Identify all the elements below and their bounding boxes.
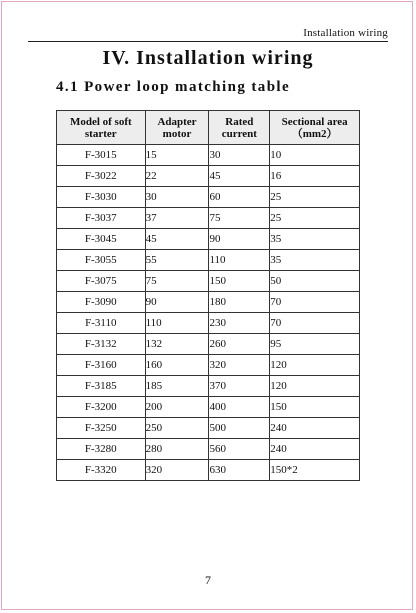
cell-current: 150 [209, 271, 270, 292]
cell-model: F-3015 [57, 145, 146, 166]
cell-motor: 132 [145, 334, 209, 355]
cell-current: 560 [209, 439, 270, 460]
cell-current: 90 [209, 229, 270, 250]
cell-current: 230 [209, 313, 270, 334]
table-header-row [57, 111, 360, 145]
header-motor-line2: motor [162, 127, 192, 140]
cell-area: 50 [270, 271, 360, 292]
cell-motor: 55 [145, 250, 209, 271]
table-row [57, 208, 360, 229]
cell-current: 260 [209, 334, 270, 355]
cell-motor: 37 [145, 208, 209, 229]
cell-current: 45 [209, 166, 270, 187]
header-area [270, 111, 360, 145]
table-row [57, 313, 360, 334]
header-current [209, 111, 270, 145]
power-loop-matching-table [56, 110, 360, 481]
table-row [57, 271, 360, 292]
header-current-line1: Rated [225, 115, 254, 128]
header-current-line2: current [221, 127, 257, 140]
cell-current: 60 [209, 187, 270, 208]
table-row [57, 145, 360, 166]
cell-model: F-3280 [57, 439, 146, 460]
cell-area: 240 [270, 418, 360, 439]
cell-model: F-3055 [57, 250, 146, 271]
table-row [57, 376, 360, 397]
cell-current: 630 [209, 460, 270, 481]
running-header: Installation wiring [303, 27, 388, 39]
header-area-line2: （mm2） [291, 127, 338, 140]
header-model [57, 111, 146, 145]
header-model-line2: starter [84, 127, 117, 140]
cell-model: F-3160 [57, 355, 146, 376]
cell-current: 500 [209, 418, 270, 439]
cell-area: 25 [270, 208, 360, 229]
cell-area: 150 [270, 397, 360, 418]
cell-motor: 45 [145, 229, 209, 250]
header-motor [145, 111, 209, 145]
cell-area: 70 [270, 292, 360, 313]
cell-area: 35 [270, 229, 360, 250]
cell-area: 120 [270, 376, 360, 397]
cell-model: F-3132 [57, 334, 146, 355]
cell-motor: 320 [145, 460, 209, 481]
cell-model: F-3200 [57, 397, 146, 418]
table-row [57, 334, 360, 355]
cell-area: 35 [270, 250, 360, 271]
cell-area: 95 [270, 334, 360, 355]
cell-model: F-3030 [57, 187, 146, 208]
header-model-line1: Model of soft [69, 115, 132, 128]
cell-current: 400 [209, 397, 270, 418]
cell-area: 16 [270, 166, 360, 187]
cell-motor: 22 [145, 166, 209, 187]
cell-model: F-3185 [57, 376, 146, 397]
cell-model: F-3022 [57, 166, 146, 187]
cell-model: F-3075 [57, 271, 146, 292]
cell-motor: 280 [145, 439, 209, 460]
cell-area: 120 [270, 355, 360, 376]
header-rule [28, 41, 388, 42]
table-row [57, 250, 360, 271]
table-row [57, 418, 360, 439]
cell-model: F-3090 [57, 292, 146, 313]
table-row [57, 355, 360, 376]
cell-motor: 30 [145, 187, 209, 208]
table-row [57, 397, 360, 418]
table-row [57, 166, 360, 187]
table-row [57, 292, 360, 313]
cell-motor: 15 [145, 145, 209, 166]
cell-motor: 160 [145, 355, 209, 376]
cell-motor: 250 [145, 418, 209, 439]
cell-current: 180 [209, 292, 270, 313]
cell-model: F-3320 [57, 460, 146, 481]
cell-model: F-3037 [57, 208, 146, 229]
cell-current: 30 [209, 145, 270, 166]
cell-area: 150*2 [270, 460, 360, 481]
cell-current: 110 [209, 250, 270, 271]
chapter-title: IV. Installation wiring [102, 47, 314, 69]
cell-current: 370 [209, 376, 270, 397]
cell-area: 70 [270, 313, 360, 334]
cell-area: 10 [270, 145, 360, 166]
cell-model: F-3250 [57, 418, 146, 439]
section-title: 4.1 Power loop matching table [56, 79, 291, 95]
cell-current: 320 [209, 355, 270, 376]
cell-motor: 90 [145, 292, 209, 313]
table-row [57, 187, 360, 208]
table-row [57, 460, 360, 481]
cell-motor: 110 [145, 313, 209, 334]
cell-motor: 75 [145, 271, 209, 292]
cell-motor: 185 [145, 376, 209, 397]
table-body [57, 145, 360, 481]
cell-current: 75 [209, 208, 270, 229]
table-row [57, 229, 360, 250]
header-motor-line1: Adapter [157, 115, 197, 128]
cell-area: 240 [270, 439, 360, 460]
cell-model: F-3045 [57, 229, 146, 250]
header-area-line1: Sectional area [281, 115, 348, 128]
cell-model: F-3110 [57, 313, 146, 334]
cell-motor: 200 [145, 397, 209, 418]
table-row [57, 439, 360, 460]
cell-area: 25 [270, 187, 360, 208]
page-number: 7 [205, 573, 211, 587]
